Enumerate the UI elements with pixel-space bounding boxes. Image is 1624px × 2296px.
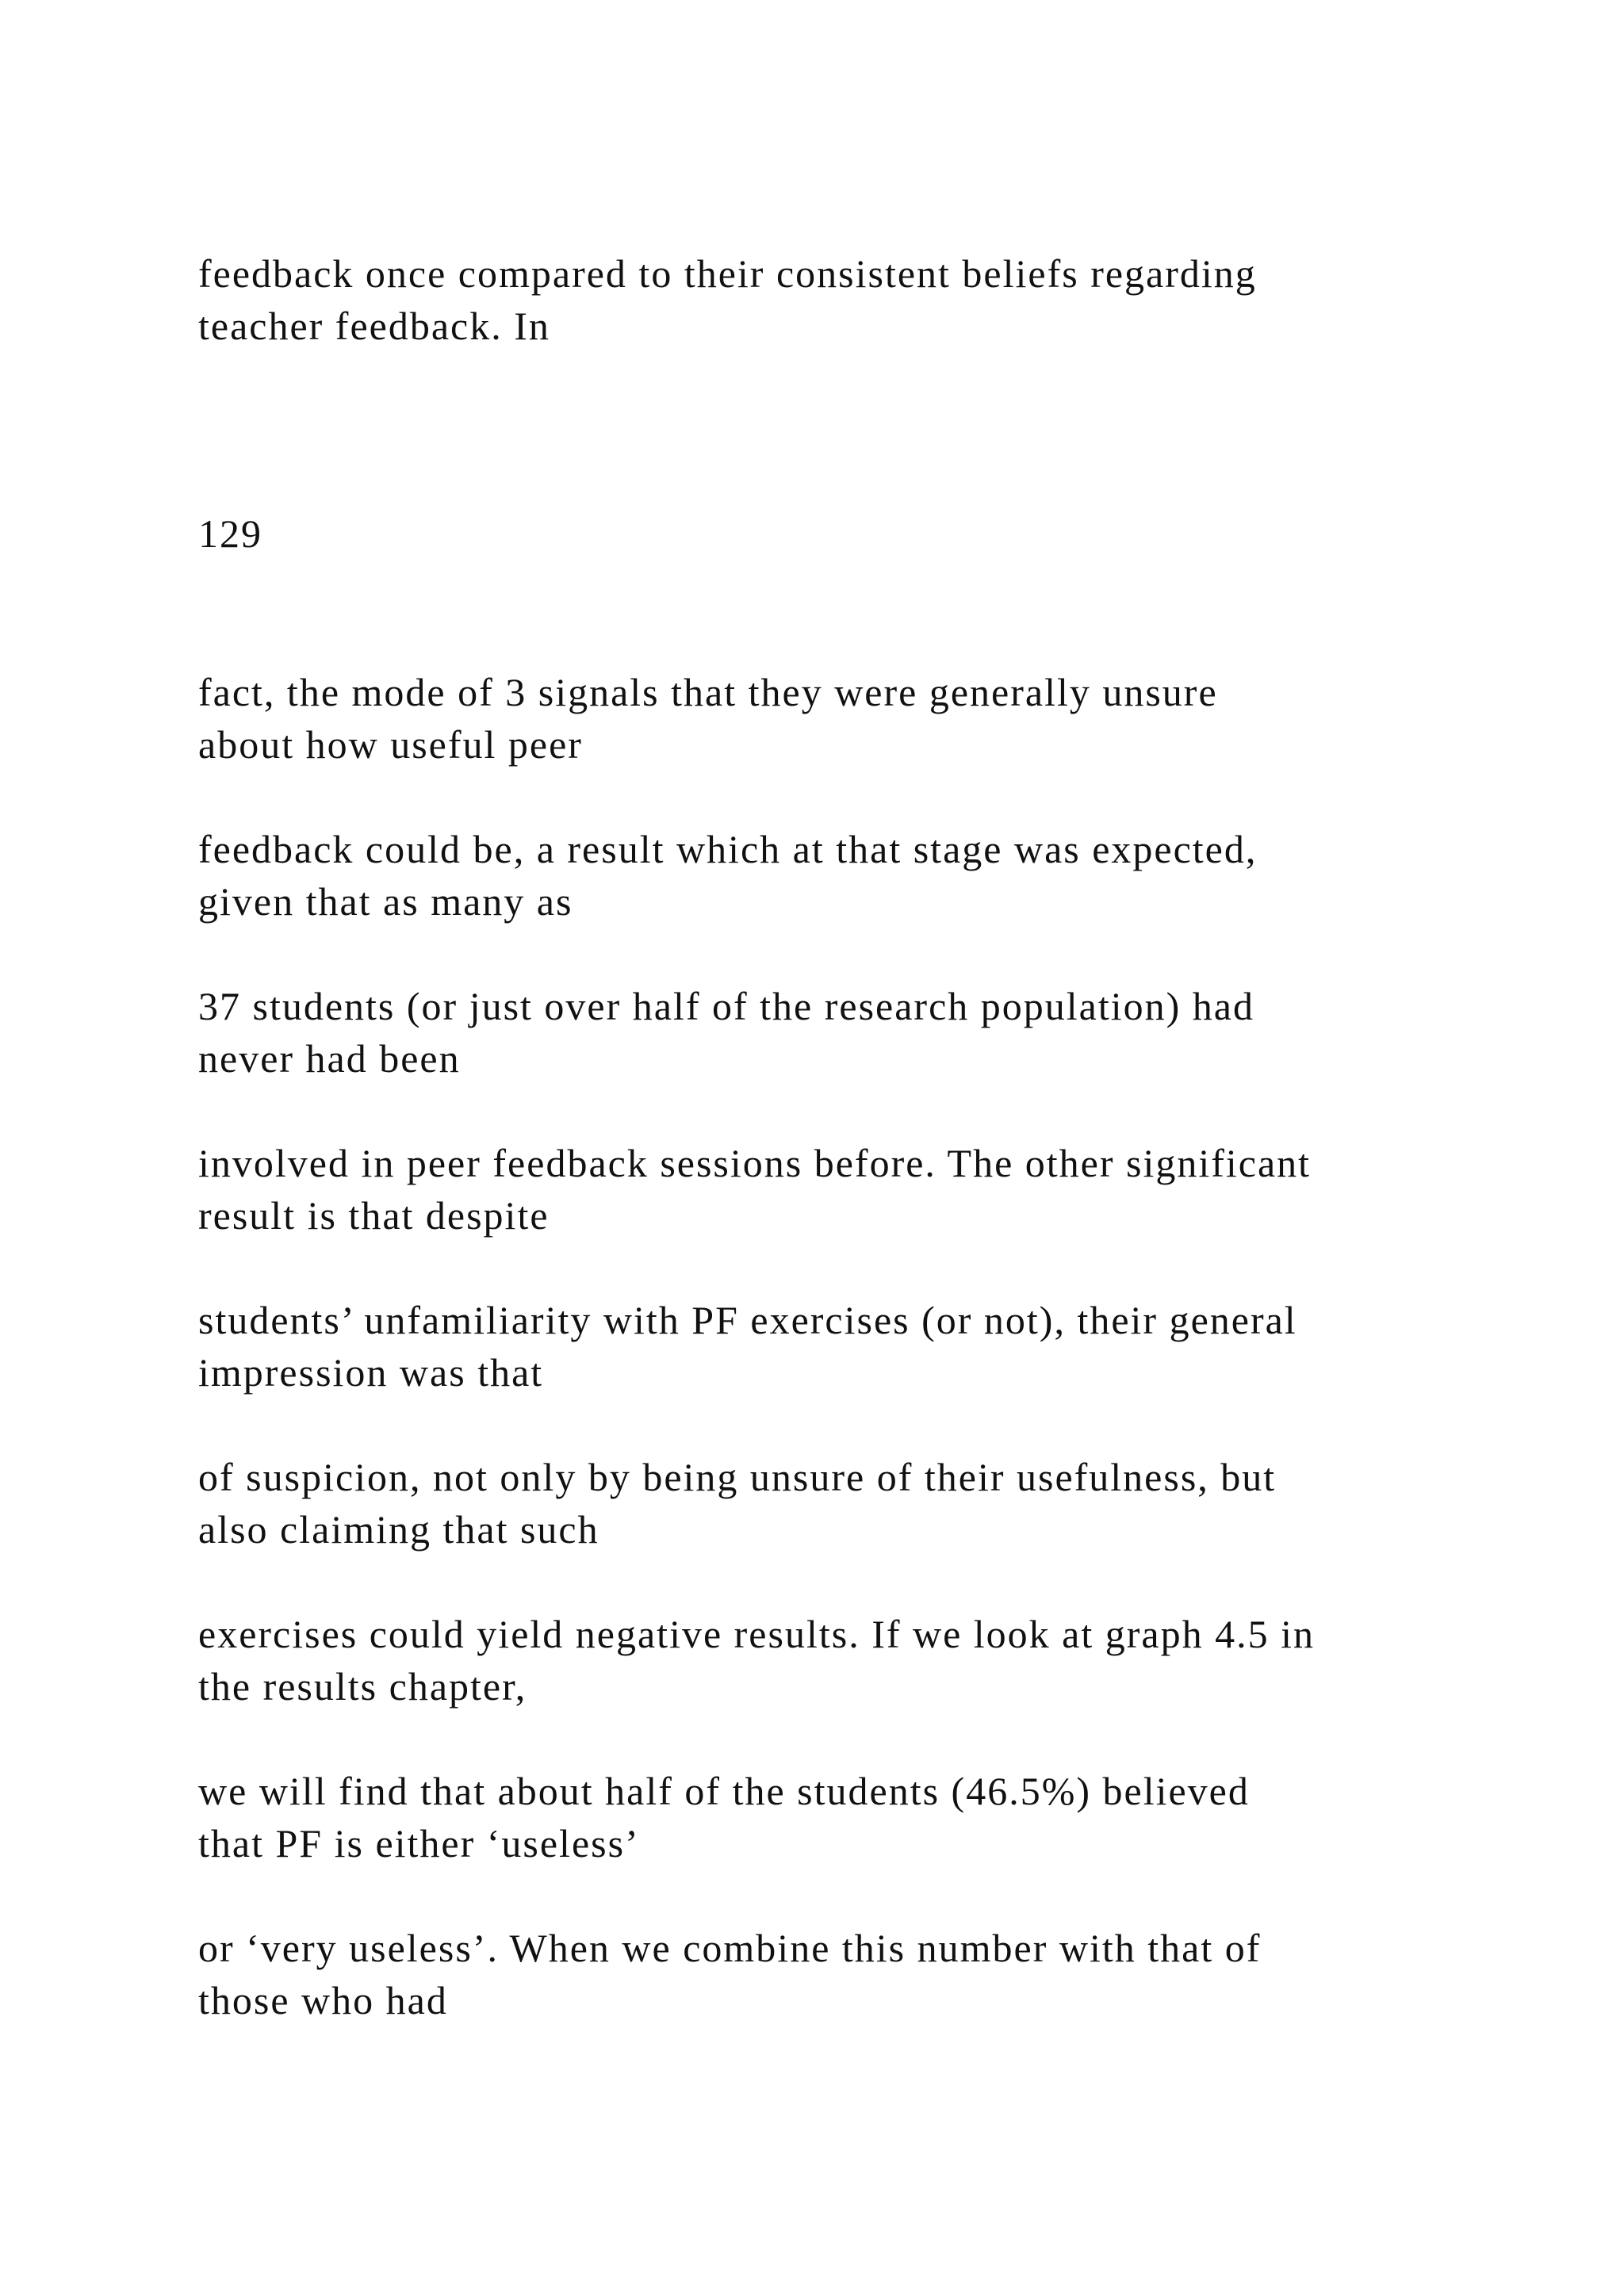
paragraph-line: feedback once compared to their consistent beliefs regarding [198, 251, 1257, 296]
paragraph-line: those who had [198, 1978, 448, 2022]
paragraph-line: we will find that about half of the students (46.5%) believed [198, 1769, 1250, 1813]
paragraph-line: given that as many as [198, 879, 573, 924]
paragraph-1 [198, 247, 1507, 352]
page-number: 129 [198, 511, 262, 556]
paragraph-line: never had been [198, 1036, 461, 1081]
paragraph-line: 37 students (or just over half of the research population) had [198, 984, 1254, 1028]
paragraph-line: impression was that [198, 1350, 544, 1395]
paragraph-line: involved in peer feedback sessions before. The other significant [198, 1141, 1312, 1185]
paragraph-8 [198, 1608, 1507, 1712]
paragraph-9 [198, 1765, 1507, 1869]
paragraph-line: teacher feedback. In [198, 304, 550, 348]
paragraph-line: exercises could yield negative results. If we look at graph 4.5 in [198, 1612, 1316, 1656]
paragraph-10 [198, 1922, 1507, 2026]
paragraph-line: about how useful peer [198, 722, 583, 767]
paragraph-line: students’ unfamiliarity with PF exercises (or not), their general [198, 1298, 1297, 1342]
paragraph-line: result is that despite [198, 1193, 550, 1238]
paragraph-line: or ‘very useless’. When we combine this number with that of [198, 1926, 1262, 1970]
paragraph-line: the results chapter, [198, 1664, 527, 1709]
paragraph-line: of suspicion, not only by being unsure of their usefulness, but [198, 1455, 1277, 1499]
paragraph-6 [198, 1294, 1507, 1399]
paragraph-5 [198, 1137, 1507, 1242]
paragraph-4 [198, 980, 1507, 1085]
paragraph-7 [198, 1451, 1507, 1556]
paragraph-line: feedback could be, a result which at that stage was expected, [198, 827, 1258, 871]
paragraph-line: that PF is either ‘useless’ [198, 1821, 640, 1866]
paragraph-2 [198, 666, 1507, 771]
paragraph-line: fact, the mode of 3 signals that they were generally unsure [198, 670, 1218, 714]
paragraph-line: also claiming that such [198, 1507, 599, 1552]
paragraph-3 [198, 823, 1507, 928]
